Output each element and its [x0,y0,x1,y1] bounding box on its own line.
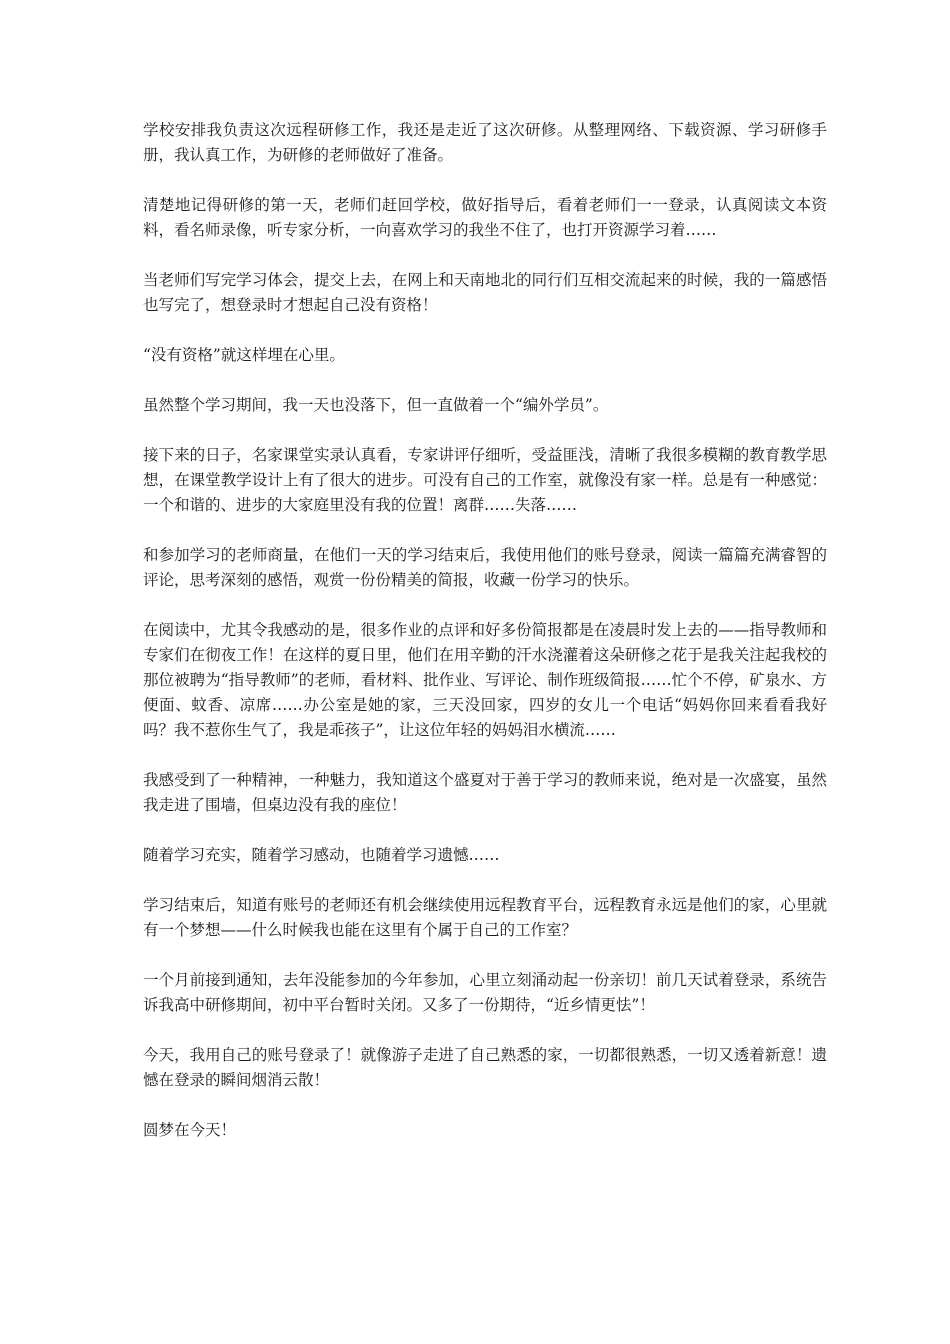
paragraph: 一个月前接到通知，去年没能参加的今年参加，心里立刻涌动起一份亲切！前几天试着登录，系统告诉我高中研修期间，初中平台暂时关闭。又多了一份期待，“近乡情更怯”！ [143,971,827,1014]
paragraph: 和参加学习的老师商量，在他们一天的学习结束后，我使用他们的账号登录，阅读一篇篇充满睿智的评论，思考深刻的感悟，观赏一份份精美的简报，收藏一份学习的快乐。 [143,546,827,589]
paragraph: 当老师们写完学习体会，提交上去，在网上和天南地北的同行们互相交流起来的时候，我的一篇感悟也写完了，想登录时才想起自己没有资格！ [143,271,827,314]
paragraph: 我感受到了一种精神，一种魅力，我知道这个盛夏对于善于学习的教师来说，绝对是一次盛宴，虽然我走进了围墙，但桌边没有我的座位！ [143,771,827,814]
document-body [143,118,827,1168]
paragraph: “没有资格”就这样埋在心里。 [143,346,345,364]
paragraph: 学习结束后，知道有账号的老师还有机会继续使用远程教育平台，远程教育永远是他们的家，心里就有一个梦想——什么时候我也能在这里有个属于自己的工作室？ [143,896,827,939]
paragraph: 虽然整个学习期间，我一天也没落下，但一直做着一个“编外学员”。 [143,396,609,414]
paragraph: 学校安排我负责这次远程研修工作，我还是走近了这次研修。从整理网络、下载资源、学习研修手册，我认真工作，为研修的老师做好了准备。 [143,121,827,164]
paragraph: 清楚地记得研修的第一天，老师们赶回学校，做好指导后，看着老师们一一登录，认真阅读文本资料，看名师录像，听专家分析，一向喜欢学习的我坐不住了，也打开资源学习着…… [143,196,827,239]
paragraph: 圆梦在今天！ [143,1121,237,1139]
paragraph: 在阅读中，尤其令我感动的是，很多作业的点评和好多份简报都是在凌晨时发上去的——指导教师和专家们在彻夜工作！在这样的夏日里，他们在用辛勤的汗水浇灌着这朵研修之花于是我关注起我校的那位被聘为“指导教师”的老师，看材料、批作业、写评论、制作班级简报……忙个不停，矿泉水、方便面、蚊香、凉席……办公室是她的家，三天没回家，四岁的女儿一个电话“妈妈你回来看看我好吗？我不惹你生气了，我是乖孩子”，让这位年轻的妈妈泪水横流…… [143,621,827,739]
paragraph: 随着学习充实，随着学习感动，也随着学习遗憾…… [143,846,500,864]
paragraph: 今天，我用自己的账号登录了！就像游子走进了自己熟悉的家，一切都很熟悉，一切又透着新意！遗憾在登录的瞬间烟消云散！ [143,1046,827,1089]
paragraph: 接下来的日子，名家课堂实录认真看，专家讲评仔细听，受益匪浅，清晰了我很多模糊的教育教学思想，在课堂教学设计上有了很大的进步。可没有自己的工作室，就像没有家一样。总是有一种感觉：一个和谐的、进步的大家庭里没有我的位置！离群……失落…… [143,446,827,514]
